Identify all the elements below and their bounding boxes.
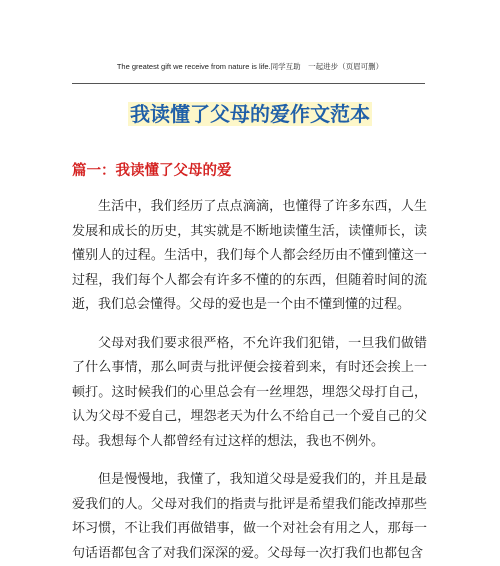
paragraph-1: 生活中，我们经历了点点滴滴，也懂得了许多东西，人生发展和成长的历史，其实就是不断地读懂生活，读懂师长，读懂别人的过程。生活中，我们每个人都会经历由不懂到懂这一过程，我们每个人都会有许多不懂的的东西，但随着时间的流逝，我们总会懂得。父母的爱也是一个由不懂到懂的过程。: [72, 199, 427, 312]
running-header-chinese: 同学互助 一起进步（页眉可删）: [270, 62, 384, 71]
document-title: [0, 98, 500, 130]
body-text: [72, 195, 427, 566]
paragraph-3: 但是慢慢地，我懂了，我知道父母是爱我们的，并且是最爱我们的人。父母对我们的指责与批评是希望我们能改掉那些坏习惯，不让我们再做错事，做一个对社会有用之人，那每一句话语都包含了对我们深深的爱。父母每一次打我们也都包含: [72, 472, 427, 561]
running-header: [0, 62, 500, 72]
running-header-english: The greatest gift we receive from nature is life.: [116, 62, 271, 71]
paragraph-2: 父母对我们要求很严格，不允许我们犯错，一旦我们做错了什么事情，那么呵责与批评便会接着到来，有时还会挨上一顿打。这时候我们的心里总会有一丝埋怨，埋怨父母打自己，认为父母不爱自己，埋怨老天为什么不给自己一个爱自己的父母。我想每个人都曾经有过这样的想法，我也不例外。: [72, 335, 427, 449]
header-rule: [72, 83, 425, 84]
document-title-text: 我读懂了父母的爱作文范本: [130, 102, 370, 126]
section-heading: 篇一：我读懂了父母的爱: [72, 162, 232, 179]
